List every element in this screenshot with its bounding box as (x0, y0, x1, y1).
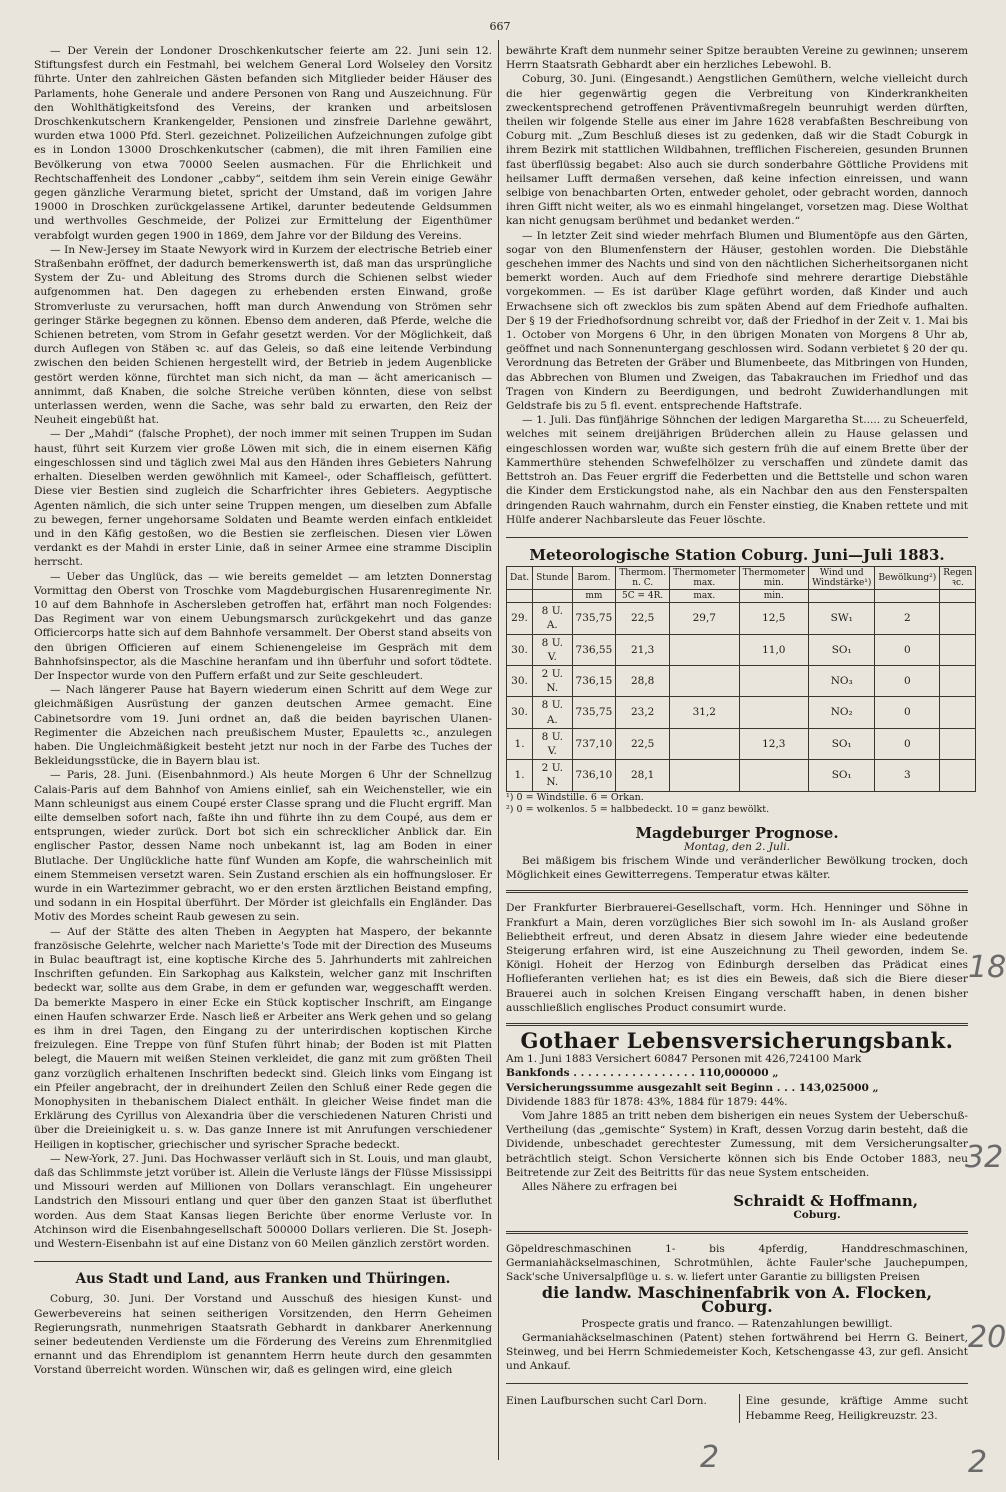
meteo-row (507, 634, 976, 665)
meteo-cell (739, 665, 809, 696)
meteo-cell (739, 760, 809, 791)
article-continuation: bewährte Kraft dem nunmehr seiner Spitze beraubten Vereine zu gewinnen; unserem Herrn Staatsrath Gebhardt aber ein herzliches Lebewohl. B. (506, 45, 968, 72)
ad-amme: Eine gesunde, kräftige Amme sucht Hebamme Reeg, Heiligkreuzstr. 23. (739, 1394, 969, 1422)
right-column (506, 44, 973, 1423)
article-troschke: — Ueber das Unglück, das — wie bereits gemeldet — am letzten Donnerstag Vormittag den Oberst von Troschke vom Magdeburgischen Husarenregimente Nr. 10 auf dem Bahnhofe in Aschersleben getroffen hat, erfährt man noch Folgendes: Das Regiment war von einem Uebungsmarsch zurückgekehrt und das ganze Officiercorps hatte sich auf dem Bahnhofe versammelt. Der Oberst stand abseits von den übrigen Officieren auf einem Schienengeleise im Gespräch mit dem Bahnhofsinspector, als die Maschine heranfam und ihn überfuhr und sofort tödtete. Der Inspector wurde von den Puffern erfaßt und zur Seite geschleudert. (34, 570, 492, 682)
meteo-cell: 30. (507, 634, 533, 665)
rule-small-ads (506, 1383, 968, 1384)
ad-gothaer-firm: Schraidt & Hoffmann, (733, 1192, 918, 1211)
meteo-cell: 8 U. V. (533, 728, 572, 759)
ad-gothaer-line1: Am 1. Juni 1883 Versichert 60847 Personen mit 426,724100 Mark (506, 1053, 862, 1066)
article-bayern: — Nach längerer Pause hat Bayern wiederum einen Schritt auf dem Wege zur gleichmäßigen Ausrüstung der ganzen deutschen Armee gemacht. Eine Cabinetsordre vom 19. Juni ordnet an, daß die beiden bayrischen Ulanen-Regimenter die Abzeichen nach preußischem Muster, Epauletts ꝛc., anzulegen haben. Die Ungleichmäßigkeit besteht jetzt nur noch in der Farbe des Tuches der Bekleidungsstücke, die in Bayern blau ist. (34, 684, 492, 768)
margin-note: 2 (700, 1440, 720, 1475)
meteo-cell: 21,3 (616, 634, 670, 665)
margin-note: 18 (968, 950, 1006, 985)
ad-flocken-sub: Prospecte gratis und franco. — Ratenzahlungen bewilligt. (581, 1317, 893, 1330)
meteo-subheader-cell (875, 590, 940, 603)
meteo-row (507, 728, 976, 759)
meteo-note-cloud: ²) 0 = wolkenlos. 5 = halbbedeckt. 10 = ganz bewölkt. (506, 803, 770, 815)
meteo-cell: 23,2 (616, 697, 670, 728)
ad-gothaer-inquire: Alles Nähere zu erfragen bei (522, 1181, 677, 1194)
meteo-cell: SO₁ (809, 760, 875, 791)
article-new-jersey: — In New-Jersey im Staate Newyork wird in Kurzem der electrische Betrieb einer Straßenbahn eröffnet, der dadurch bemerkenswerth ist, daß man das ursprüngliche System der Zu- und Ableitung des Stroms durch die Schienen selbst wieder aufgenommen hat. Den dagegen zu erhebenden ersten Einwand, große Stromverluste zu verursachen, hofft man durch Anwendung von Strömen sehr geringer Stärke begegnen zu können. Ebenso dem anderen, daß Pferde, welche die Schienen betreten, vom Strom in Gefahr gesetzt werden. Vor der Möglichkeit, daß durch Auflegen von Stäben ꝛc. auf das Geleis, so daß eine leitende Verbindung zwischen den beiden Schienen hergestellt wird, der Betrieb in jedem Augenblicke gestört werden könne, fürchtet man sich nicht, da man — ächt americanisch — annimmt, daß Knaben, die solche Streiche verüben könnten, diese von selbst unterlassen werden, wenn die Sache, was sehr bald zu erwarten, den Reiz der Neuheit eingebüßt hat. (34, 243, 492, 427)
article-theben: — Auf der Stätte des alten Theben in Aegypten hat Maspero, der bekannte französische Gelehrte, welcher nach Mariette's Tode mit der Direction des Museums in Bulac beauftragt ist, eine koptische Kirche des 5. Jahrhunderts mit zahlreichen Inschriften gefunden. Ein Sarkophag aus Kalkstein, welcher ganz mit Inschriften bedeckt war, sollte aus dem Grabe, in dem er gefunden war, weggeschafft werden. Da bemerkte Maspero in einer Ecke ein Stück koptischer Inschrift, am Eingange einen Haufen schwarzer Erde. Nasch ließ er Arbeiter ans Werk gehen und so gelang es ihm in drei Tagen, den Eingang zu der unterirdischen koptischen Kirche freizulegen. Eine Treppe von fünf Stufen führt hinab; der Boden ist mit Platten belegt, die Mauern mit weißen Steinen verkleidet, die ganz mit zum größten Theil ganz vorzüglich erhaltenen Inschriften bedeckt sind. Gleich links vom Eingang ist ein Pfeiler angebracht, der in dreihundert Zeilen den Schluß einer Rede gegen die Monophysiten in thebanischem Dialect enthält. In gleicher Weise findet man die Erklärung des Cyrillus von Alexandria über die verschiedenen Naturen Christi und über die Dreieinigkeit u. s. w. Das ganze Innere ist mit Anrufungen verschiedener Heiligen in koptischer, griechischer und syrischer Sprache bedeckt. (34, 925, 492, 1151)
meteo-table (506, 566, 976, 791)
meteo-subheader-cell (809, 590, 875, 603)
meteo-cell: 8 U. A. (533, 697, 572, 728)
meteo-cell (739, 697, 809, 728)
meteo-header-cell: Thermometer max. (670, 567, 740, 590)
meteo-row (507, 665, 976, 696)
meteo-header-cell: Stunde (533, 567, 572, 590)
meteo-cell: 2 U. N. (533, 760, 572, 791)
ad-flocken-tail: Germaniahäckselmaschinen (Patent) stehen fortwährend bei Herrn G. Beinert, Steinweg, und bei Herrn Schmiedemeister Koch, Ketschengasse 43, zur gefl. Ansicht und Ankauf. (506, 1331, 968, 1373)
meteo-cell: 735,75 (572, 697, 616, 728)
meteo-subheader-cell: min. (739, 590, 809, 603)
page-number: 667 (489, 20, 511, 33)
meteo-row (507, 697, 976, 728)
meteo-cell: 3 (875, 760, 940, 791)
meteo-cell: NO₂ (809, 697, 875, 728)
meteo-cell: 31,2 (670, 697, 740, 728)
margin-note: 2 (968, 1445, 988, 1480)
meteo-cell (670, 728, 740, 759)
meteo-cell: 736,10 (572, 760, 616, 791)
meteo-subheader-cell: max. (670, 590, 740, 603)
meteo-cell: 12,3 (739, 728, 809, 759)
article-droschkenkutscher: — Der Verein der Londoner Droschkenkutscher feierte am 22. Juni sein 12. Stiftungsfest durch ein Festmahl, bei welchem General Lord Wolseley den Vorsitz führte. Unter den zahlreichen Gästen befanden sich Mitglieder beider Häuser des Parlaments, hohe Generale und andere Personen von Rang und Auszeichnung. Für den Wohlthätigkeitsfond des Vereins, der kranken und arbeitslosen Droschkenkutschern Krankengelder, Pensionen und zinsfreie Darlehne gewährt, wurden etwa 1000 Pfd. Sterl. gezeichnet. Polizeilichen Aufzeichnungen zufolge gibt es in London 13000 Droschkenkutscher (cabmen), die mit ihren Familien eine Bevölkerung von etwa 70000 Seelen ausmachen. Für die Ehrlichkeit und Rechtschaffenheit des Londoner „cabby“, seitdem ihm sein Verein einige Gewähr gegen gänzliche Verarmung bietet, spricht der Umstand, daß im vorigen Jahre 19000 in Droschken zurückgelassene Artikel, darunter bedeutende Geldsummen und werthvolles Geschmeide, der Polizei zur Ermittelung der Eigenthümer verabfolgt wurden gegen 1900 in 1869, dem Jahre vor der Bildung des Vereins. (34, 45, 492, 242)
meteo-cell: 737,10 (572, 728, 616, 759)
meteo-subheader-cell (507, 590, 533, 603)
meteo-cell: SO₁ (809, 634, 875, 665)
small-ads (506, 1394, 968, 1422)
meteo-cell: 2 U. N. (533, 665, 572, 696)
meteo-row (507, 760, 976, 791)
meteo-cell: 1. (507, 728, 533, 759)
meteo-cell (940, 634, 976, 665)
margin-note: 32 (965, 1140, 1004, 1175)
ad-gothaer-city: Coburg. (793, 1209, 841, 1222)
rule-meteo (506, 537, 968, 538)
ad-gothaer-text: Vom Jahre 1885 an tritt neben dem bisherigen ein neues System der Ueberschuß-Vertheilung (das „gemischte“ System) in Kraft, dessen Vorzug darin besteht, daß die Dividende, unbeschadet gerechtester Zumessung, mit dem Versicherungsalter beträchtlich steigt. Schon Versicherte können sich bis Ende October 1883, neu Beitretende zur Zeit des Beitritts für das neue System entscheiden. (506, 1110, 968, 1179)
prognose-text: Bei mäßigem bis frischem Winde und veränderlicher Bewölkung trocken, doch Möglichkeit eines Gewitterregens. Temperatur etwas kälter. (506, 854, 968, 882)
meteo-cell: 11,0 (739, 634, 809, 665)
meteo-header-cell: Dat. (507, 567, 533, 590)
article-friedhof: — In letzter Zeit sind wieder mehrfach Blumen und Blumentöpfe aus den Gärten, sogar von den Blumenfenstern der Häuser, gestohlen worden. Die Diebstähle geschehen immer des Nachts und sind von den nächtlichen Sicherheitsorganen nicht bemerkt worden. Auch auf dem Friedhofe sind mehrere derartige Diebstähle vorgekommen. — Es ist darüber Klage geführt worden, daß Kinder und auch Erwachsene sich oft zwecklos bis zum späten Abend auf dem Friedhofe aufhalten. Der § 19 der Friedhofsordnung schreibt vor, daß der Friedhof in der Zeit v. 1. Mai bis 1. October von Morgens 6 Uhr, in den übrigen Monaten von Morgens 8 Uhr ab, geöffnet und nach Sonnenuntergang geschlossen wird. Sodann verbietet § 20 der qu. Verordnung das Betreten der Gräber und Blumenbeete, das Mitbringen von Hunden, das Abbrechen von Blumen und Zweigen, das Tabakrauchen im Friedhof und das Tragen von Kindern zu Beerdigungen, und bedroht Zuwiderhandlungen mit Geldstrafe bis zu 5 fl. event. entsprechende Haftstrafe. (506, 229, 968, 413)
meteo-cell: 28,1 (616, 760, 670, 791)
meteo-cell: 22,5 (616, 603, 670, 634)
meteo-cell: NO₃ (809, 665, 875, 696)
meteo-cell: 28,8 (616, 665, 670, 696)
rule-gothaer (506, 1023, 968, 1026)
meteo-header-cell: Bewölkung²) (875, 567, 940, 590)
meteo-cell (940, 697, 976, 728)
meteo-cell: 8 U. V. (533, 634, 572, 665)
meteo-subheader-cell (533, 590, 572, 603)
ad-gothaer-line4: Dividende 1883 für 1878: 43%, 1884 für 1879: 44%. (506, 1095, 788, 1108)
meteo-cell: 29. (507, 603, 533, 634)
prognose-date: Montag, den 2. Juli. (683, 840, 791, 853)
meteo-header-cell: Thermom. n. C. (616, 567, 670, 590)
meteo-subheader-cell (940, 590, 976, 603)
ad-flocken-firm: die landw. Maschinenfabrik von A. Flocken, Coburg. (541, 1283, 933, 1317)
ad-flocken-text: Göpeldreschmaschinen 1- bis 4pferdig, Handdreschmaschinen, Germaniahäckselmaschinen, Schrotmühlen, ächte Fauler'sche Jauchepumpen, Sack'sche Universalpflüge u. s. w. liefert unter Garantie zu billigsten Preisen (506, 1242, 968, 1284)
meteo-subheader-cell: mm (572, 590, 616, 603)
meteo-cell (670, 665, 740, 696)
meteo-cell: SW₁ (809, 603, 875, 634)
meteo-cell: 736,55 (572, 634, 616, 665)
ad-laufbursche: Einen Laufburschen sucht Carl Dorn. (506, 1395, 707, 1408)
section-title: Aus Stadt und Land, aus Franken und Thüringen. (75, 1271, 451, 1288)
prognose-title: Magdeburger Prognose. (635, 823, 839, 842)
meteo-cell: 12,5 (739, 603, 809, 634)
meteo-cell: 2 (875, 603, 940, 634)
meteo-cell: 22,5 (616, 728, 670, 759)
column-divider (498, 40, 499, 1460)
ad-gothaer-line2: Bankfonds . . . . . . . . . . . . . . . . . 110,000000 „ (506, 1067, 779, 1080)
meteo-cell (940, 760, 976, 791)
meteo-cell: 0 (875, 728, 940, 759)
meteo-note-wind: ¹) 0 = Windstille. 6 = Orkan. (506, 791, 644, 803)
meteo-cell: 0 (875, 697, 940, 728)
left-column (34, 44, 492, 1378)
meteo-row (507, 603, 976, 634)
meteo-cell: 29,7 (670, 603, 740, 634)
meteo-cell: 0 (875, 634, 940, 665)
meteo-cell: 8 U. A. (533, 603, 572, 634)
meteo-cell (670, 760, 740, 791)
ad-gothaer-title: Gothaer Lebensversicherungsbank. (520, 1027, 954, 1053)
meteo-cell: 30. (507, 697, 533, 728)
rule-ads (506, 890, 968, 893)
rule-flocken (506, 1231, 968, 1234)
meteo-title: Meteorologische Station Coburg. Juni—Juli 1883. (529, 545, 945, 564)
article-scheuerfeld: — 1. Juli. Das fünfjährige Söhnchen der ledigen Margaretha St..... zu Scheuerfeld, welches mit seinem dreijährigen Brüderchen allein zu Hause gelassen und eingeschlossen worden war, wußte sich gestern früh die auf einem Brette über der Kammerthüre stehenden Schwefelhölzer zu verschaffen und zündete damit das Bettstroh an. Das Feuer ergriff die Federbetten und die Bettstelle und schon waren die Kinder dem Erstickungstod nahe, als ein Nachbar den aus den Fensterspalten dringenden Rauch wahrnahm, durch ein Fenster einstieg, die Knaben rettete und mit Hülfe anderer Nachbarsleute das Feuer löschte. (506, 414, 968, 526)
meteo-cell (940, 728, 976, 759)
meteo-header-cell: Regen ꝛc. (940, 567, 976, 590)
meteo-cell (940, 665, 976, 696)
meteo-header-cell: Wind und Windstärke¹) (809, 567, 875, 590)
meteo-cell: SO₁ (809, 728, 875, 759)
section-rule (34, 1261, 492, 1262)
meteo-cell: 1. (507, 760, 533, 791)
meteo-cell (940, 603, 976, 634)
article-coburg-kunstverein: Coburg, 30. Juni. Der Vorstand und Ausschuß des hiesigen Kunst- und Gewerbevereins hat seinen seitherigen Vorsitzenden, den Herrn Geheimen Regierungsrath, nunmehrigen Staatsrath Gebhardt in dankbarer Anerkennung seiner bedeutenden Verdienste um die Förderung des Vereins zum Ehrenmitglied ernannt und das Ehrendiplom ist genanntem Herrn heute durch den gesammten Vorstand überreicht worden. Wünschen wir, daß es gelingen wird, eine gleich (34, 1293, 492, 1377)
meteo-header-cell: Thermometer min. (739, 567, 809, 590)
ad-henninger: Der Frankfurter Bierbrauerei-Gesellschaft, vorm. Hch. Henninger und Söhne in Frankfurt a Main, deren vorzügliches Bier sich sowohl im In- als Ausland großer Beliebtheit erfreut, und deren Absatz in diesem Jahre wieder eine bedeutende Steigerung erfahren wird, ist eine Auszeichnung zu Theil geworden, indem Se. Königl. Hoheit der Herzog von Edinburgh derselben das Prädicat eines Hoflieferanten verliehen hat; es ist dies ein Beweis, daß sich die Biere dieser Brauerei auch in solchen Kreisen Eingang verschafft haben, in denen bisher ausschließlich englisches Product consumirt wurde. (506, 902, 968, 1014)
margin-note: 20 (968, 1320, 1006, 1355)
meteo-header-cell: Barom. (572, 567, 616, 590)
meteo-subheader-cell: 5C = 4R. (616, 590, 670, 603)
article-coburg-eingesandt: Coburg, 30. Juni. (Eingesandt.) Aengstlichen Gemüthern, welche vielleicht durch die hier gegenwärtig gegen die Verbreitung von Kinderkrankheiten zweckentsprechend getroffenen Präventivmaßregeln beunruhigt werden dürften, theilen wir folgende Stelle aus einer im Jahre 1628 verabfaßten Beschreibung von Coburg mit. „Zum Beschluß dieses ist zu gedenken, daß wir die Stadt Coburgk in ihrem Bezirk mit stattlichen Wildbahnen, trefflichen Fischereien, gesunden Brunnen fast überflüssig begabet: Also auch sie durch sonderbahre Göttliche Providens mit heilsamer Lufft dermaßen versehen, daß keine infection einreissen, und wann selbige von benachbarten Orten, entweder geholet, oder gebracht worden, dannoch ihren Gifft nicht weiter, als wo es einmahl hingelanget, vorsetzen mag. Diese Wolthat kan nicht genugsam berühmet und bedanket werden.“ (506, 73, 968, 228)
meteo-cell: 30. (507, 665, 533, 696)
meteo-cell (670, 634, 740, 665)
meteo-cell: 736,15 (572, 665, 616, 696)
article-paris: — Paris, 28. Juni. (Eisenbahnmord.) Als heute Morgen 6 Uhr der Schnellzug Calais-Paris auf dem Bahnhof von Amiens einlief, sah ein Weichensteller, wie ein Mann schleunigst aus einem Coupé erster Classe sprang und die Flucht ergriff. Man eilte demselben sofort nach, faßte ihn und führte ihn zu dem Coupé, aus dem er entsprungen, wieder zurück. Dort bot sich ein schrecklicher Anblick dar. Ein englischer Pastor, dessen Name noch unbekannt ist, lag am Boden in einer Blutlache. Der Unglückliche hatte fünf Wunden am Kopfe, die wahrscheinlich mit einem Stemmeisen versetzt waren. Sein Zustand erschien als ein hoffnungsloser. Er wurde in ein Wartezimmer gebracht, wo er den ersten ärztlichen Beistand empfing, und sodann in ein Hospital überführt. Der Mörder ist gleichfalls ein Engländer. Das Motiv des Mordes scheint Raub gewesen zu sein. (34, 769, 492, 924)
article-new-york: — New-York, 27. Juni. Das Hochwasser verläuft sich in St. Louis, und man glaubt, daß das Schlimmste jetzt vorüber ist. Allein die Verluste längs der Flüsse Mississippi und Missouri werden auf Millionen von Dollars veranschlagt. Ein ungeheurer Landstrich den Missouri entlang und quer über den ganzen Staat ist überfluthet worden. Aus dem Staat Kansas liegen Berichte über enorme Verluste vor. In Atchinson wird die Eisenbahngesellschaft 500000 Dollars verlieren. Die St. Joseph- und Western-Eisenbahn ist auf eine Distanz von 60 Meilen gänzlich zerstört worden. (34, 1152, 492, 1251)
article-mahdi: — Der „Mahdi“ (falsche Prophet), der noch immer mit seinen Truppen im Sudan haust, führt seit Kurzem vier große Löwen mit sich, die in einem eisernen Käfig eingeschlossen sind und täglich zwei Mal aus den Händen ihres Gebieters Nahrung erhalten. Dieselben werden gewöhnlich mit Kameel-, oder Schaffleisch, gefüttert. Diese vier Bestien sind zugleich die Scharfrichter ihres Gebieters. Aegyptische Agenten nämlich, die sich unter seine Truppen mengen, um dieselben zum Abfalle zu bewegen, ferner ungehorsame Soldaten und Beamte werden einfach entkleidet und in den Käfig gestoßen, wo die Bestien sie zerfleischen. Diesen vier Löwen verdankt es der Mahdi in erster Linie, daß in seiner Armee eine stramme Disciplin herrscht. (34, 428, 492, 569)
meteo-cell: 735,75 (572, 603, 616, 634)
meteo-cell: 0 (875, 665, 940, 696)
ad-gothaer-line3: Versicherungssumme ausgezahlt seit Beginn . . . 143,025000 „ (506, 1081, 879, 1094)
